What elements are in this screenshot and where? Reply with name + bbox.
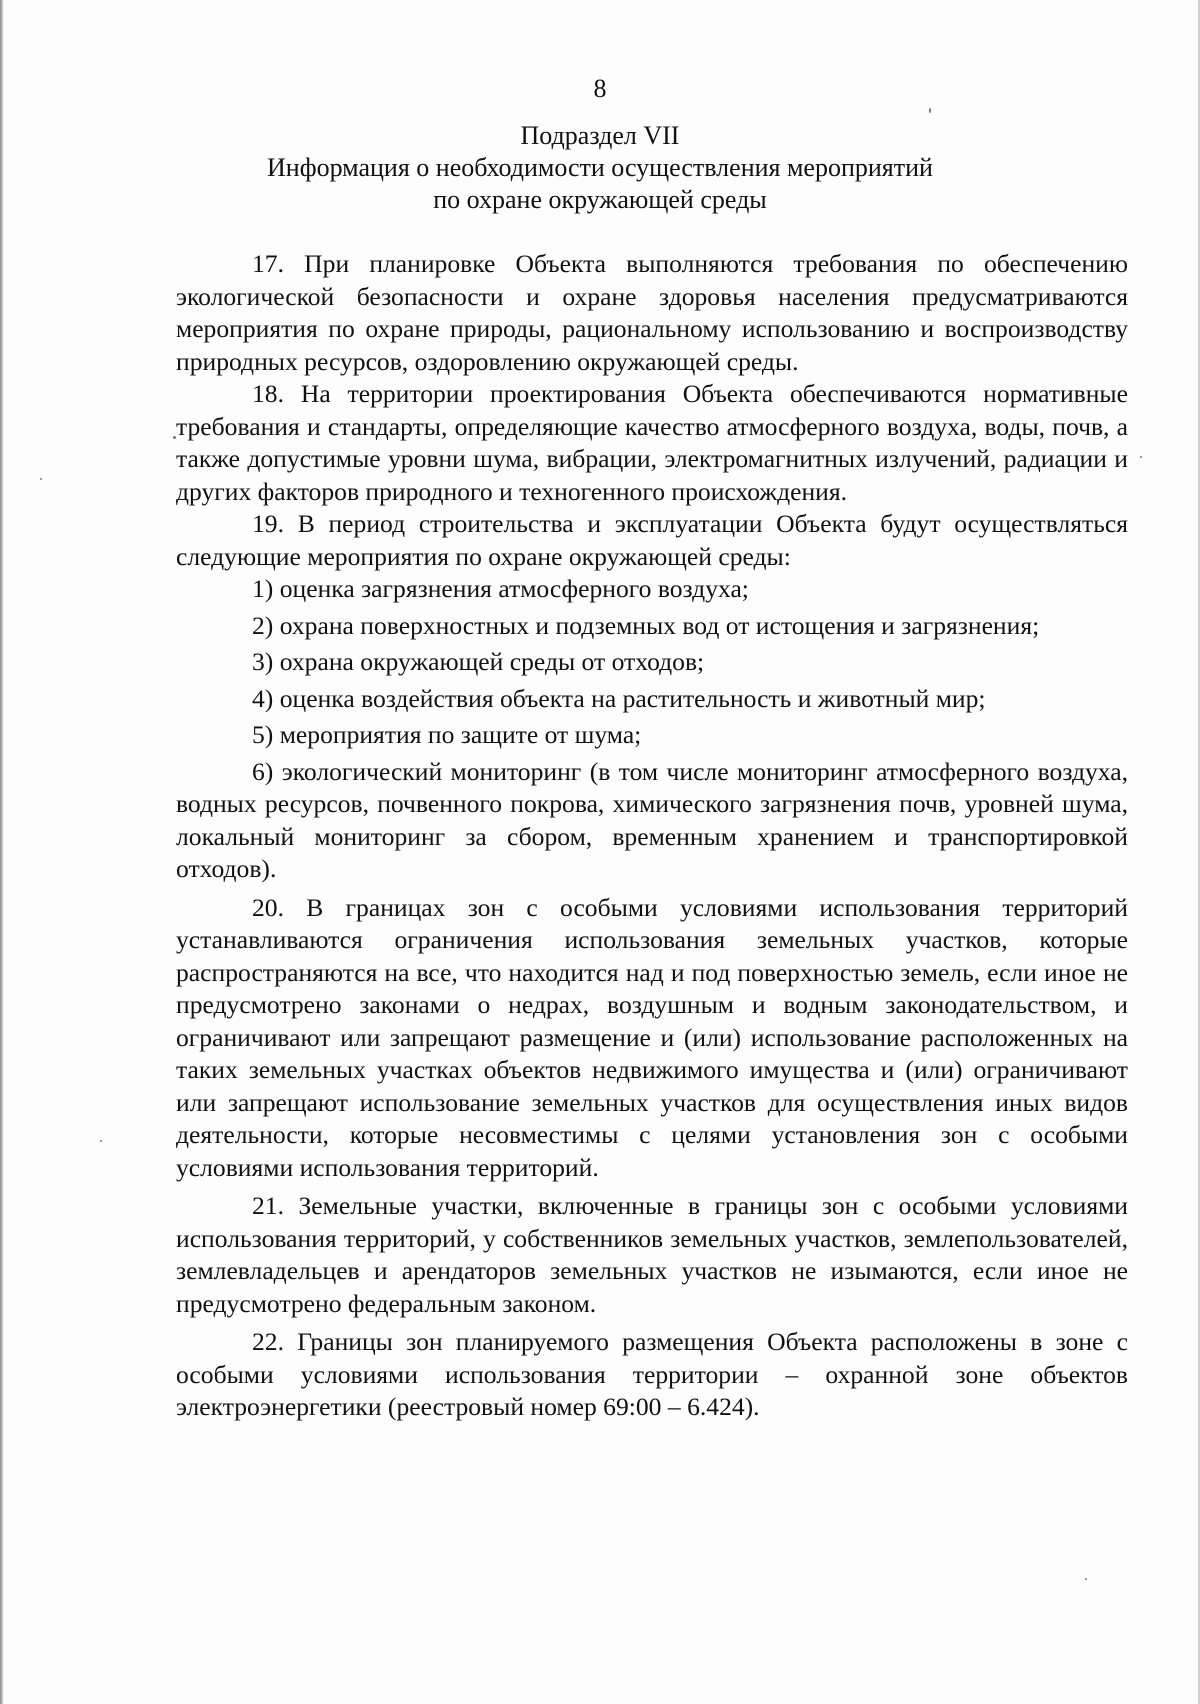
- scan-edge-left: [0, 0, 3, 1704]
- section-heading-line-2: по охране окружающей среды: [433, 185, 767, 214]
- paragraph-17: 17. При планировке Объекта выполняются требования по обеспечению экологической безопасности и охране здоровья населения предусматриваются мероприятия по охране природы, рациональному использованию и воспроизводству природных ресурсов, оздоровлению окружающей среды.: [176, 249, 1128, 376]
- paragraph-19: 19. В период строительства и эксплуатации Объекта будут осуществляться следующие мероприятия по охране окружающей среды:: [176, 509, 1128, 571]
- page-number: 8: [593, 74, 607, 103]
- section-heading-line-1: Информация о необходимости осуществления мероприятий: [267, 153, 933, 182]
- paragraph-20: 20. В границах зон с особыми условиями использования территорий устанавливаются ограничения использования земельных участков, которые распространяются на все, что находится над и под поверхностью земель, если иное не предусмотрено законами о недрах, воздушным и водным законодательством, и ограничивают или запрещают размещение и (или) использование расположенных на таких земельных участках объектов недвижимого имущества и (или) ограничивают или запрещают использование земельных участков для осуществления иных видов деятельности, которые несовместимы с целями установления зон с особыми условиями использования территорий.: [176, 892, 1128, 1182]
- list-item-4: 4) оценка воздействия объекта на растительность и животный мир;: [252, 683, 986, 713]
- list-item-3: 3) охрана окружающей среды от отходов;: [252, 647, 705, 676]
- document-body: [176, 248, 1128, 1424]
- scan-speck: [1140, 456, 1142, 458]
- scan-speck: [40, 478, 42, 480]
- paragraph-21: 21. Земельные участки, включенные в границы зон с особыми условиями использования территорий, у собственников земельных участков, землепользователей, землевладельцев и арендаторов земельных участков не изымаются, если иное не предусмотрено федеральным законом.: [176, 1191, 1128, 1318]
- scan-speck: [173, 436, 176, 439]
- paragraph-22: 22. Границы зон планируемого размещения Объекта расположены в зоне с особыми условиями использования территории – охранной зоне объектов электроэнергетики (реестровый номер 69:00 – 6.424).: [176, 1327, 1128, 1421]
- scan-speck: [929, 108, 931, 113]
- list-item-2: 2) охрана поверхностных и подземных вод от истощения и загрязнения;: [252, 610, 1040, 640]
- list-item-5: 5) мероприятия по защите от шума;: [252, 720, 642, 749]
- list-item-6: 6) экологический мониторинг (в том числе мониторинг атмосферного воздуха, водных ресурсов, почвенного покрова, химического загрязнения почв, уровней шума, локальный мониторинг за сбором, временным хранением и транспортировкой отходов).: [176, 756, 1128, 883]
- list-item-1: 1) оценка загрязнения атмосферного воздуха;: [252, 574, 749, 603]
- scan-speck: [100, 1140, 102, 1142]
- subsection-title: Подраздел VII: [520, 121, 680, 150]
- paragraph-18: 18. На территории проектирования Объекта обеспечиваются нормативные требования и стандарты, определяющие качество атмосферного воздуха, воды, почв, а также допустимые уровни шума, вибрации, электромагнитных излучений, радиации и других факторов природного и техногенного происхождения.: [176, 379, 1128, 506]
- scan-speck: [1085, 1578, 1087, 1580]
